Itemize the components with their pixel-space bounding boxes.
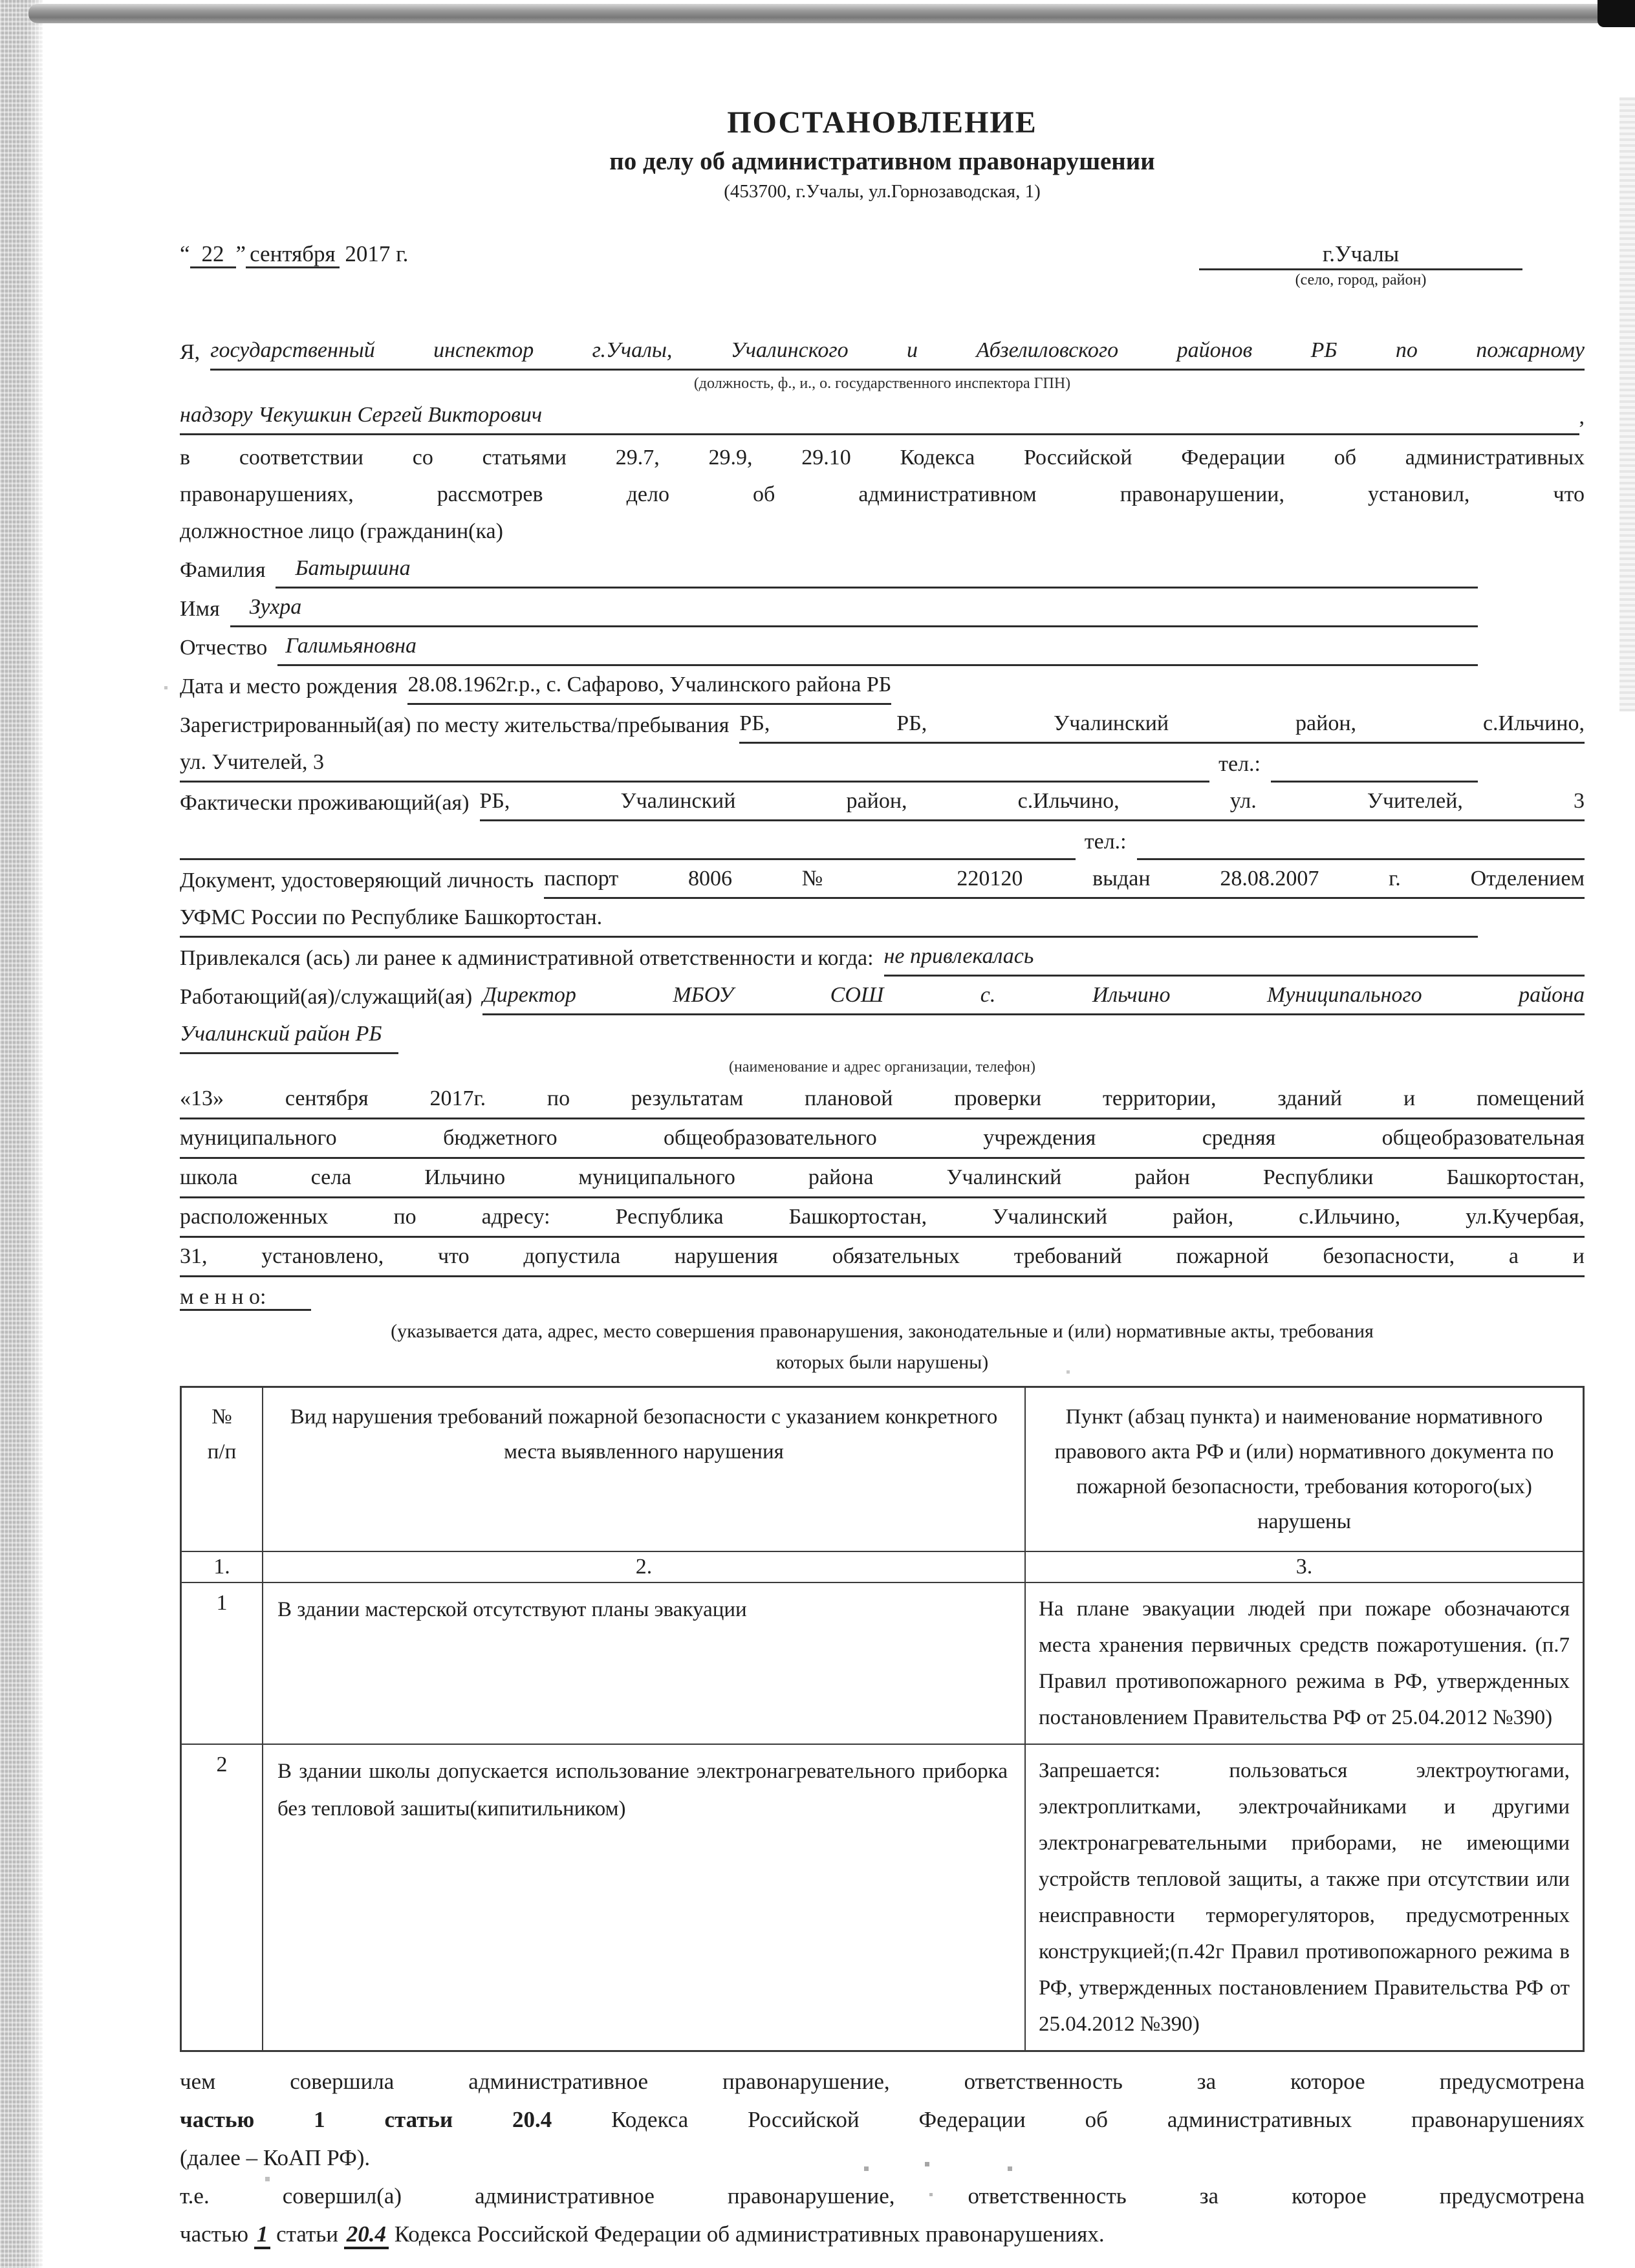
id-document-label: Документ, удостоверяющий личность (180, 869, 534, 892)
firstname-label: Имя (180, 597, 220, 621)
incident-line-1: «13» сентября 2017г. по результатам плановой проверки территории, зданий и помещений (180, 1080, 1585, 1119)
issuer-address: (453700, г.Учалы, ул.Горнозаводская, 1) (724, 181, 1041, 202)
violations-table (180, 1386, 1585, 2052)
actual-value: РБ, Учалинский район, с.Ильчино, ул. Учителей, 3 (480, 783, 1585, 821)
incident-note-2: которых были нарушены) (775, 1352, 989, 1373)
row-violation: В здании школы допускается использование электронагревательного приборка без тепловой зашиты(кипитильником) (263, 1744, 1025, 2051)
workplace-value-2: Учалинский район РБ (180, 1015, 398, 1054)
registered-row (180, 705, 1585, 744)
numbering-cell-3: 3. (1025, 1551, 1584, 1582)
blank-line (430, 550, 1478, 589)
patronymic-value: Галимьяновна (277, 627, 424, 666)
table-numbering-row (181, 1551, 1584, 1582)
legal-text-3: должностное лицо (гражданин(ка) (180, 519, 503, 543)
blank-line (542, 396, 1579, 435)
tel-blank (1271, 744, 1478, 783)
legal-text-1: в соответствии со статьями 29.7, 29.9, 29.10 Кодекса Российской Федерации об административных (180, 446, 1585, 470)
header-cell-basis: Пункт (абзац пункта) и наименование нормативного правового акта РФ и (или) нормативного документа по пожарной безопасности, требования которого(ых) нарушены (1025, 1387, 1584, 1552)
row-violation: В здании мастерской отсутствуют планы эвакуации (263, 1582, 1025, 1744)
registered-value-2: ул. Учителей, 3 (180, 744, 324, 783)
tel-row-2 (180, 821, 1585, 860)
incident-line-4: расположенных по адресу: Республика Башкортостан, Учалинский район, с.Ильчино, ул.Кучербая, (180, 1198, 1585, 1238)
doc-subtitle: по делу об административном правонарушении (609, 147, 1155, 175)
row-num: 2 (181, 1744, 263, 2051)
doc-date-month: сентября (246, 241, 340, 268)
place-hint: (село, город, район) (1295, 272, 1427, 288)
blank-line (180, 821, 1076, 860)
scan-right-strip-artifact (1619, 97, 1635, 711)
tel2-label: тел.: (1084, 830, 1127, 854)
conclusion-part-number: 1 (254, 2221, 271, 2249)
conclusion-line-2 (180, 2101, 1585, 2139)
table-header-row (181, 1387, 1584, 1552)
blank-line (424, 627, 1478, 666)
blank-line (1046, 938, 1585, 977)
id-document-row-2 (180, 899, 1585, 938)
header-cell-violation: Вид нарушения требований пожарной безопасности с указанием конкретного места выявленного нарушения (263, 1387, 1025, 1552)
surname-value: Батыршина (276, 550, 429, 589)
incident-note-1: (указывается дата, адрес, место совершения правонарушения, законодательные и (или) нормативные акты, требования (391, 1321, 1374, 1342)
row-basis: Запрешается: пользоваться электроутюгами, электроплитками, электрочайниками и другими электронагревательными приборами, не имеющими устройств тепловой защиты, а также при отсутствии или неисправности терморегуляторов, предусмотренных конструкцией;(п.42г Правил противопожарного режима в РФ, утвержденных постановлением Правительства РФ от 25.04.2012 №390) (1025, 1744, 1584, 2051)
header-cell-num (181, 1387, 263, 1552)
conclusion-line-4: т.е. совершил(а) административное правонарушение, ответственность за которое предусмотрена (180, 2183, 1585, 2209)
conclusion-article-bold: частью 1 статьи 20.4 (180, 2107, 552, 2132)
prior-offense-row (180, 938, 1585, 977)
line-end-gap (1478, 629, 1585, 666)
birth-label: Дата и место рождения (180, 675, 398, 698)
legal-line-3 (180, 513, 1585, 550)
header-num-line2: п/п (207, 1440, 237, 1463)
numbering-cell-1: 1. (181, 1551, 263, 1582)
workplace-row-2 (180, 1015, 1585, 1054)
scan-corner-blob-artifact (1597, 0, 1635, 27)
date-place-line (180, 241, 1585, 289)
registered-row-2 (180, 744, 1585, 783)
blank-line (324, 744, 1209, 783)
birth-row (180, 666, 1585, 705)
table-row (181, 1744, 1584, 2051)
legal-line-1 (180, 439, 1585, 476)
inspector-line-1 (180, 332, 1585, 371)
place-value: г.Учалы (1199, 241, 1522, 270)
prior-offense-value: не привлекалась (884, 938, 1047, 977)
conclusion-line-1: чем совершила административное правонарушение, ответственность за которое предусмотрена (180, 2069, 1585, 2094)
incident-line-5: 31, установлено, что допустила нарушения обязательных требований пожарной безопасности, а и (180, 1238, 1585, 1277)
firstname-value: Зухра (230, 589, 321, 627)
header-num-line1: № (211, 1405, 232, 1429)
workplace-label: Работающий(ая)/служащий(ая) (180, 985, 473, 1009)
blank-line (602, 899, 1478, 938)
inspector-position: государственный инспектор г.Учалы, Учалинского и Абзелиловского районов РБ по пожарному (210, 332, 1585, 371)
line-end-gap (1478, 552, 1585, 589)
conclusion-line-2-rest: Кодекса Российской Федерации об административных правонарушениях (611, 2107, 1585, 2132)
registered-value: РБ, РБ, Учалинский район, с.Ильчино, (739, 705, 1585, 744)
doc-date (180, 241, 408, 267)
workplace-row (180, 977, 1585, 1015)
id-document-row (180, 860, 1585, 899)
incident-line-3: школа села Ильчино муниципального района Учалинский район Республики Башкортостан, (180, 1159, 1585, 1198)
scan-speckles (0, 0, 2, 2)
conclusion-article-word: статьи (276, 2221, 338, 2247)
incident-tail: м е н н о: (180, 1285, 311, 1311)
i-pronoun: Я, (180, 340, 200, 364)
doc-date-day: 22 (190, 241, 236, 268)
trailing-comma: , (1579, 405, 1585, 429)
numbering-cell-2: 2. (263, 1551, 1025, 1582)
legal-line-2 (180, 476, 1585, 513)
blank-line (1137, 821, 1585, 860)
actual-address-row (180, 783, 1585, 821)
table-row (181, 1582, 1584, 1744)
scan-top-band-artifact (28, 4, 1635, 23)
conclusion-line-5-rest: Кодекса Российской Федерации об административных правонарушениях. (394, 2221, 1105, 2247)
doc-title: ПОСТАНОВЛЕНИЕ (727, 105, 1037, 140)
organization-hint: (наименование и адрес организации, телефон) (729, 1059, 1035, 1075)
prior-offense-label: Привлекался (ась) ли ранее к административной ответственности и когда: (180, 946, 874, 970)
quote-close: ” (235, 241, 246, 266)
position-hint: (должность, ф., и., о. государственного инспектора ГПН) (693, 375, 1071, 392)
inspector-line-2 (180, 396, 1585, 435)
document-body (180, 23, 1585, 2253)
conclusion-block (180, 2062, 1585, 2253)
firstname-row (180, 589, 1585, 627)
scan-left-edge-artifact (0, 0, 43, 2268)
inspector-name: надзору Чекушкин Сергей Викторович (180, 396, 542, 435)
quote-open: “ (180, 241, 190, 266)
blank-line (321, 589, 1478, 627)
patronymic-row (180, 627, 1585, 666)
id-document-value: паспорт 8006 № 220120 выдан 28.08.2007 г. Отделением (544, 860, 1585, 899)
line-end-gap (1478, 901, 1585, 938)
row-basis: На плане эвакуации людей при пожаре обозначаются места хранения первичных средств пожаротушения. (п.7 Правил противопожарного режима в РФ, утвержденных постановлением Правительства РФ от 25.04.2012 №390) (1025, 1582, 1584, 1744)
conclusion-line-3: (далее – КоАП РФ). (180, 2145, 371, 2170)
actual-label: Фактически проживающий(ая) (180, 791, 470, 815)
doc-date-year: 2017 г. (345, 241, 409, 266)
line-end-gap (1478, 746, 1585, 783)
patronymic-label: Отчество (180, 636, 268, 660)
tel-label: тел.: (1218, 752, 1261, 776)
row-num: 1 (181, 1582, 263, 1744)
surname-row (180, 550, 1585, 589)
line-end-gap (1478, 590, 1585, 627)
incident-line-6 (180, 1279, 1585, 1316)
surname-label: Фамилия (180, 558, 266, 582)
conclusion-article-number: 20.4 (344, 2221, 389, 2249)
conclusion-part-word: частью (180, 2221, 249, 2247)
workplace-value: Директор МБОУ СОШ с. Ильчино Муниципального района (482, 977, 1585, 1015)
place-block (1199, 241, 1522, 289)
registered-label: Зарегистрированный(ая) по месту жительства/пребывания (180, 713, 730, 737)
incident-line-2: муниципального бюджетного общеобразовательного учреждения средняя общеобразовательная (180, 1119, 1585, 1159)
conclusion-line-5 (180, 2215, 1585, 2253)
id-document-value-2: УФМС России по Республике Башкортостан. (180, 899, 602, 938)
legal-text-2: правонарушениях, рассмотрев дело об административном правонарушении, установил, что (180, 482, 1585, 506)
birth-value: 28.08.1962г.р., с. Сафарово, Учалинского района РБ (407, 666, 891, 705)
